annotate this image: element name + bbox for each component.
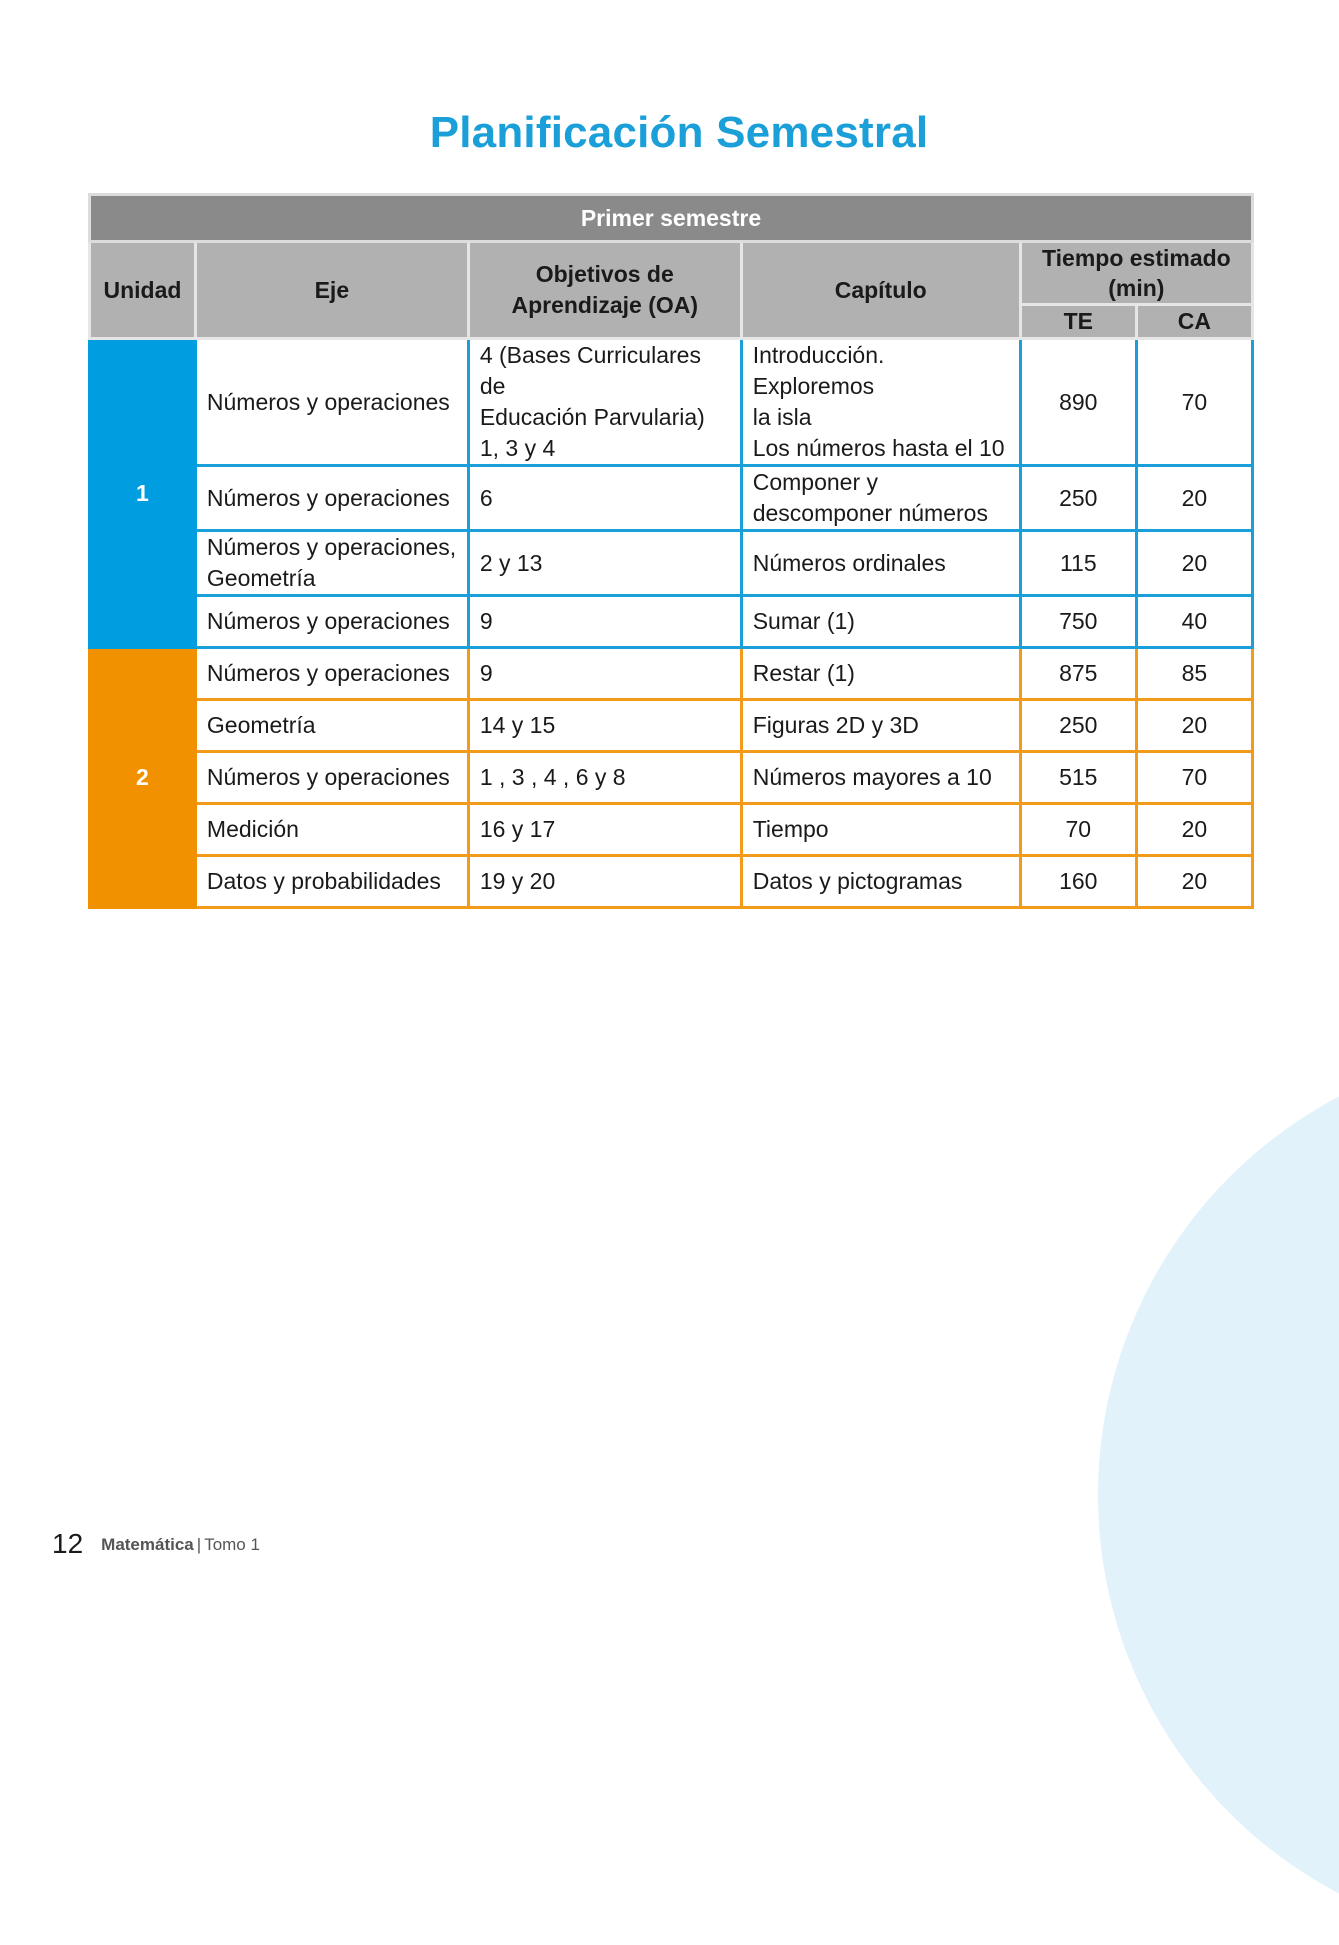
capitulo-cell: Tiempo bbox=[741, 804, 1020, 856]
capitulo-cell: Números mayores a 10 bbox=[741, 752, 1020, 804]
tiempo-header-line: Tiempo estimado bbox=[1042, 245, 1231, 271]
eje-cell: Números y operaciones bbox=[195, 339, 468, 466]
column-header-te: TE bbox=[1020, 305, 1136, 339]
footer-subject: Matemática bbox=[101, 1535, 194, 1554]
ca-cell: 70 bbox=[1136, 339, 1252, 466]
eje-cell: Datos y probabilidades bbox=[195, 856, 468, 908]
eje-line: Geometría bbox=[206, 565, 316, 591]
page-footer bbox=[52, 1528, 260, 1560]
oa-line: Educación Parvularia) bbox=[479, 404, 705, 430]
capitulo-line: la isla bbox=[752, 404, 812, 430]
te-cell: 160 bbox=[1020, 856, 1136, 908]
table-row bbox=[90, 752, 1253, 804]
te-cell: 515 bbox=[1020, 752, 1136, 804]
oa-line: 1, 3 y 4 bbox=[479, 435, 556, 461]
te-cell: 875 bbox=[1020, 648, 1136, 700]
table-row bbox=[90, 804, 1253, 856]
capitulo-cell: Restar (1) bbox=[741, 648, 1020, 700]
te-cell: 115 bbox=[1020, 531, 1136, 596]
ca-cell: 40 bbox=[1136, 596, 1252, 648]
capitulo-cell: Números ordinales bbox=[741, 531, 1020, 596]
oa-cell: 14 y 15 bbox=[468, 700, 741, 752]
column-header-capitulo: Capítulo bbox=[741, 242, 1020, 339]
oa-cell: 9 bbox=[468, 648, 741, 700]
eje-cell: Números y operaciones bbox=[195, 466, 468, 531]
page-title: Planificación Semestral bbox=[429, 108, 929, 157]
oa-cell: 16 y 17 bbox=[468, 804, 741, 856]
footer-separator: | bbox=[196, 1535, 202, 1554]
capitulo-cell bbox=[741, 466, 1020, 531]
capitulo-line: Los números hasta el 10 bbox=[752, 435, 1005, 461]
capitulo-cell bbox=[741, 339, 1020, 466]
semester-header: Primer semestre bbox=[90, 195, 1253, 242]
eje-cell: Geometría bbox=[195, 700, 468, 752]
oa-cell: 9 bbox=[468, 596, 741, 648]
table-row bbox=[90, 700, 1253, 752]
ca-cell: 85 bbox=[1136, 648, 1252, 700]
te-cell: 750 bbox=[1020, 596, 1136, 648]
capitulo-cell: Figuras 2D y 3D bbox=[741, 700, 1020, 752]
oa-cell: 19 y 20 bbox=[468, 856, 741, 908]
page-number: 12 bbox=[52, 1528, 84, 1559]
capitulo-line: descomponer números bbox=[752, 500, 988, 526]
capitulo-line: Componer y bbox=[752, 469, 878, 495]
planning-table bbox=[88, 193, 1254, 909]
te-cell: 250 bbox=[1020, 466, 1136, 531]
table-row bbox=[90, 466, 1253, 531]
ca-cell: 20 bbox=[1136, 856, 1252, 908]
eje-cell: Números y operaciones bbox=[195, 648, 468, 700]
table-row bbox=[90, 856, 1253, 908]
oa-line: 4 (Bases Curriculares de bbox=[479, 342, 701, 399]
oa-cell bbox=[468, 339, 741, 466]
ca-cell: 20 bbox=[1136, 466, 1252, 531]
oa-cell: 6 bbox=[468, 466, 741, 531]
ca-cell: 20 bbox=[1136, 531, 1252, 596]
objetivos-header-line: Objetivos de bbox=[535, 261, 674, 287]
ca-cell: 20 bbox=[1136, 700, 1252, 752]
table-row bbox=[90, 596, 1253, 648]
column-header-objetivos bbox=[468, 242, 741, 339]
eje-cell: Medición bbox=[195, 804, 468, 856]
eje-cell bbox=[195, 531, 468, 596]
table-row bbox=[90, 648, 1253, 700]
tiempo-header-line: (min) bbox=[1108, 275, 1165, 301]
unit-number-cell: 2 bbox=[90, 648, 196, 908]
te-cell: 890 bbox=[1020, 339, 1136, 466]
table-row bbox=[90, 339, 1253, 466]
ca-cell: 20 bbox=[1136, 804, 1252, 856]
column-header-eje: Eje bbox=[195, 242, 468, 339]
column-header-ca: CA bbox=[1136, 305, 1252, 339]
capitulo-cell: Sumar (1) bbox=[741, 596, 1020, 648]
unit-number-cell: 1 bbox=[90, 339, 196, 648]
eje-cell: Números y operaciones bbox=[195, 752, 468, 804]
te-cell: 250 bbox=[1020, 700, 1136, 752]
capitulo-line: Introducción. Exploremos bbox=[752, 342, 885, 399]
footer-volume: Tomo 1 bbox=[204, 1535, 260, 1554]
table-row bbox=[90, 531, 1253, 596]
ca-cell: 70 bbox=[1136, 752, 1252, 804]
objetivos-header-line: Aprendizaje (OA) bbox=[511, 292, 699, 318]
te-cell: 70 bbox=[1020, 804, 1136, 856]
eje-line: Números y operaciones, bbox=[206, 534, 457, 560]
eje-cell: Números y operaciones bbox=[195, 596, 468, 648]
capitulo-cell: Datos y pictogramas bbox=[741, 856, 1020, 908]
oa-cell: 1 , 3 , 4 , 6 y 8 bbox=[468, 752, 741, 804]
oa-cell: 2 y 13 bbox=[468, 531, 741, 596]
column-header-tiempo bbox=[1020, 242, 1252, 305]
decorative-circle bbox=[1098, 1045, 1339, 1945]
column-header-unidad: Unidad bbox=[90, 242, 196, 339]
